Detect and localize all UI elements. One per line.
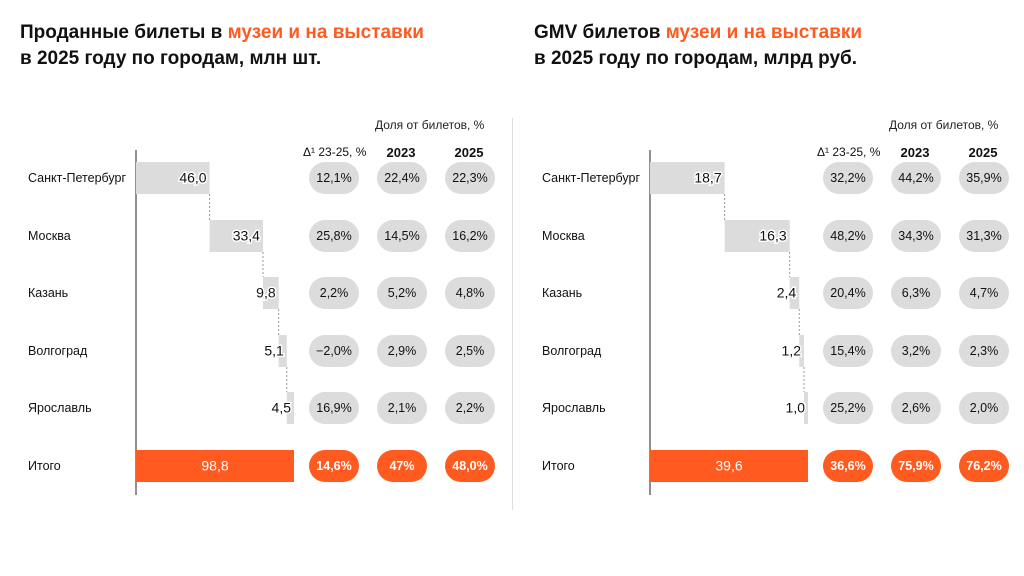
category-label: Итого — [28, 459, 61, 473]
share-2023-pill: 6,3% — [891, 277, 941, 309]
delta-pill: 32,2% — [823, 162, 873, 194]
value-label: 1,0 — [785, 399, 805, 416]
delta-pill: 25,8% — [309, 220, 359, 252]
share-2025-pill: 4,8% — [445, 277, 495, 309]
share-2023-pill: 44,2% — [891, 162, 941, 194]
col-header-delta: Δ¹ 23-25, % — [303, 145, 367, 159]
share-2023-pill: 34,3% — [891, 220, 941, 252]
title-accent: музеи и на выставки — [227, 22, 424, 43]
col-header-2023: 2023 — [386, 145, 416, 160]
delta-pill: 36,6% — [823, 450, 873, 482]
share-2023-pill: 75,9% — [891, 450, 941, 482]
share-2025-pill: 31,3% — [959, 220, 1009, 252]
share-2025-pill: 16,2% — [445, 220, 495, 252]
share-header: Доля от билетов, % — [375, 118, 485, 132]
share-2025-pill: 48,0% — [445, 450, 495, 482]
title-line2: в 2025 году по городам, млрд руб. — [534, 48, 858, 69]
delta-pill: 15,4% — [823, 335, 873, 367]
delta-pill: 16,9% — [309, 392, 359, 424]
share-2025-pill: 22,3% — [445, 162, 495, 194]
value-label: 2,4 — [776, 284, 797, 301]
tickets-chart-panel — [0, 0, 490, 576]
delta-pill: 2,2% — [309, 277, 359, 309]
share-2023-pill: 2,6% — [891, 392, 941, 424]
value-label: 46,0 — [179, 169, 207, 186]
value-label: 18,7 — [694, 169, 722, 186]
value-label: 33,4 — [232, 227, 260, 244]
share-2025-pill: 76,2% — [959, 450, 1009, 482]
share-header: Доля от билетов, % — [889, 118, 999, 132]
value-label: 1,2 — [781, 342, 802, 359]
category-label: Ярославль — [28, 401, 92, 415]
title-line2: в 2025 году по городам, млн шт. — [20, 48, 322, 69]
category-label: Ярославль — [542, 401, 606, 415]
share-2025-pill: 4,7% — [959, 277, 1009, 309]
delta-pill: 14,6% — [309, 450, 359, 482]
category-label: Москва — [28, 229, 71, 243]
category-label: Волгоград — [28, 344, 88, 358]
category-label: Санкт-Петербург — [28, 171, 127, 185]
value-label: 98,8 — [201, 457, 229, 474]
share-2025-pill: 2,2% — [445, 392, 495, 424]
share-2023-pill: 5,2% — [377, 277, 427, 309]
delta-pill: 48,2% — [823, 220, 873, 252]
share-2025-pill: 2,5% — [445, 335, 495, 367]
category-label: Санкт-Петербург — [542, 171, 641, 185]
col-header-delta: Δ¹ 23-25, % — [817, 145, 881, 159]
category-label: Итого — [542, 459, 575, 473]
title-text: GMV билетов — [534, 22, 666, 43]
delta-pill: 20,4% — [823, 277, 873, 309]
title-text: Проданные билеты в — [20, 22, 228, 43]
share-2023-pill: 2,1% — [377, 392, 427, 424]
delta-pill: −2,0% — [309, 335, 359, 367]
category-label: Казань — [542, 286, 583, 300]
value-label: 9,8 — [256, 284, 276, 301]
delta-pill: 12,1% — [309, 162, 359, 194]
share-2025-pill: 35,9% — [959, 162, 1009, 194]
gmv-chart-panel — [514, 0, 1004, 576]
col-header-2023: 2023 — [900, 145, 930, 160]
share-2025-pill: 2,0% — [959, 392, 1009, 424]
share-2023-pill: 2,9% — [377, 335, 427, 367]
title-accent: музеи и на выставки — [665, 22, 863, 43]
panel-divider — [512, 118, 513, 510]
value-label: 39,6 — [715, 457, 743, 474]
col-header-2025: 2025 — [968, 145, 998, 160]
delta-pill: 25,2% — [823, 392, 873, 424]
share-2023-pill: 3,2% — [891, 335, 941, 367]
category-label: Волгоград — [542, 344, 602, 358]
category-label: Казань — [28, 286, 69, 300]
share-2023-pill: 47% — [377, 450, 427, 482]
value-label: 5,1 — [264, 342, 284, 359]
value-label: 4,5 — [271, 399, 291, 416]
share-2023-pill: 14,5% — [377, 220, 427, 252]
col-header-2025: 2025 — [454, 145, 484, 160]
share-2025-pill: 2,3% — [959, 335, 1009, 367]
share-2023-pill: 22,4% — [377, 162, 427, 194]
value-label: 16,3 — [759, 227, 787, 244]
category-label: Москва — [542, 229, 585, 243]
